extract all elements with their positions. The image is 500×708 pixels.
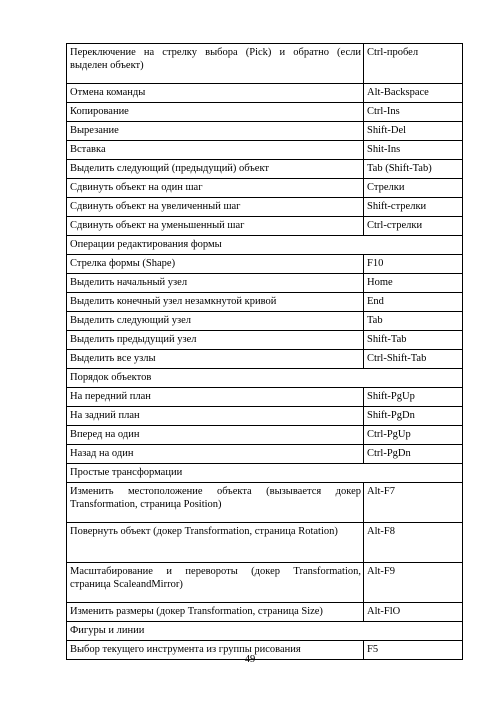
shortcut-action: Назад на один xyxy=(67,445,364,464)
shortcut-action: Сдвинуть объект на увеличенный шаг xyxy=(67,198,364,217)
shortcut-keys: End xyxy=(364,293,463,312)
section-title: Фигуры и линии xyxy=(67,622,463,641)
shortcut-keys: Alt-FlO xyxy=(364,603,463,622)
section-title: Операции редактирования формы xyxy=(67,236,463,255)
shortcut-keys: Home xyxy=(364,274,463,293)
section-header-row xyxy=(67,622,463,641)
section-title: Простые трансформации xyxy=(67,464,463,483)
shortcut-row xyxy=(67,312,463,331)
shortcut-action: Выделить все узлы xyxy=(67,350,364,369)
shortcuts-table-body xyxy=(67,44,463,660)
shortcut-keys: Ctrl-PgDn xyxy=(364,445,463,464)
shortcut-keys: Alt-F9 xyxy=(364,563,463,603)
shortcut-row xyxy=(67,179,463,198)
shortcut-keys: Alt-Backspace xyxy=(364,84,463,103)
shortcut-row xyxy=(67,44,463,84)
shortcut-action: Изменить местоположение объекта (вызывается докер Transformation, страница Position) xyxy=(67,483,364,523)
shortcut-row xyxy=(67,445,463,464)
shortcut-row xyxy=(67,274,463,293)
shortcut-action: Выделить конечный узел незамкнутой кривой xyxy=(67,293,364,312)
shortcut-keys: Ctrl-Shift-Tab xyxy=(364,350,463,369)
shortcut-row xyxy=(67,103,463,122)
shortcuts-table xyxy=(66,43,463,660)
shortcut-row xyxy=(67,160,463,179)
shortcut-row xyxy=(67,388,463,407)
shortcut-action: Вырезание xyxy=(67,122,364,141)
shortcut-action: Выделить следующий узел xyxy=(67,312,364,331)
shortcut-action: Масштабирование и перевороты (докер Transformation, страница ScaleandMirror) xyxy=(67,563,364,603)
section-header-row xyxy=(67,369,463,388)
shortcut-action: Выделить начальный узел xyxy=(67,274,364,293)
shortcut-keys: Shit-Ins xyxy=(364,141,463,160)
shortcut-action: Стрелка формы (Shape) xyxy=(67,255,364,274)
shortcut-row xyxy=(67,350,463,369)
shortcut-keys: Shift-PgDn xyxy=(364,407,463,426)
shortcut-keys: Alt-F7 xyxy=(364,483,463,523)
shortcut-keys: F5 xyxy=(364,641,463,660)
section-header-row xyxy=(67,236,463,255)
shortcut-row xyxy=(67,523,463,563)
shortcut-action: Переключение на стрелку выбора (Pick) и обратно (если выделен объект) xyxy=(67,44,364,84)
shortcut-action: Отмена команды xyxy=(67,84,364,103)
shortcut-action: Выбор текущего инструмента из группы рисования xyxy=(67,641,364,660)
section-title: Порядок объектов xyxy=(67,369,463,388)
shortcut-keys: Shift-PgUp xyxy=(364,388,463,407)
shortcut-keys: Alt-F8 xyxy=(364,523,463,563)
shortcut-action: Копирование xyxy=(67,103,364,122)
shortcut-action: Повернуть объект (докер Transformation, страница Rotation) xyxy=(67,523,364,563)
shortcut-keys: Shift-Del xyxy=(364,122,463,141)
shortcut-row xyxy=(67,84,463,103)
shortcut-row xyxy=(67,331,463,350)
shortcut-keys: Стрелки xyxy=(364,179,463,198)
section-header-row xyxy=(67,464,463,483)
shortcut-row xyxy=(67,141,463,160)
shortcut-row xyxy=(67,426,463,445)
shortcut-action: Вставка xyxy=(67,141,364,160)
shortcut-row xyxy=(67,255,463,274)
shortcut-action: Сдвинуть объект на один шаг xyxy=(67,179,364,198)
shortcut-action: На задний план xyxy=(67,407,364,426)
shortcut-keys: Shift-Tab xyxy=(364,331,463,350)
shortcut-keys: Tab (Shift-Tab) xyxy=(364,160,463,179)
shortcut-action: Выделить следующий (предыдущий) объект xyxy=(67,160,364,179)
shortcut-action: Сдвинуть объект на уменьшенный шаг xyxy=(67,217,364,236)
shortcut-keys: Ctrl-стрелки xyxy=(364,217,463,236)
shortcut-keys: Shift-стрелки xyxy=(364,198,463,217)
shortcut-row xyxy=(67,603,463,622)
shortcut-action: Изменить размеры (докер Transformation, страница Size) xyxy=(67,603,364,622)
shortcut-keys: Ctrl-пробел xyxy=(364,44,463,84)
shortcut-row xyxy=(67,563,463,603)
shortcut-keys: Tab xyxy=(364,312,463,331)
shortcut-row xyxy=(67,293,463,312)
shortcut-keys: Ctrl-Ins xyxy=(364,103,463,122)
shortcut-row xyxy=(67,198,463,217)
shortcut-keys: F10 xyxy=(364,255,463,274)
shortcut-keys: Ctrl-PgUp xyxy=(364,426,463,445)
shortcut-action: Вперед на один xyxy=(67,426,364,445)
shortcut-action: На передний план xyxy=(67,388,364,407)
shortcut-row xyxy=(67,407,463,426)
shortcut-row xyxy=(67,217,463,236)
shortcut-action: Выделить предыдущий узел xyxy=(67,331,364,350)
page-number: 49 xyxy=(244,654,256,665)
shortcut-row xyxy=(67,122,463,141)
shortcut-row xyxy=(67,483,463,523)
